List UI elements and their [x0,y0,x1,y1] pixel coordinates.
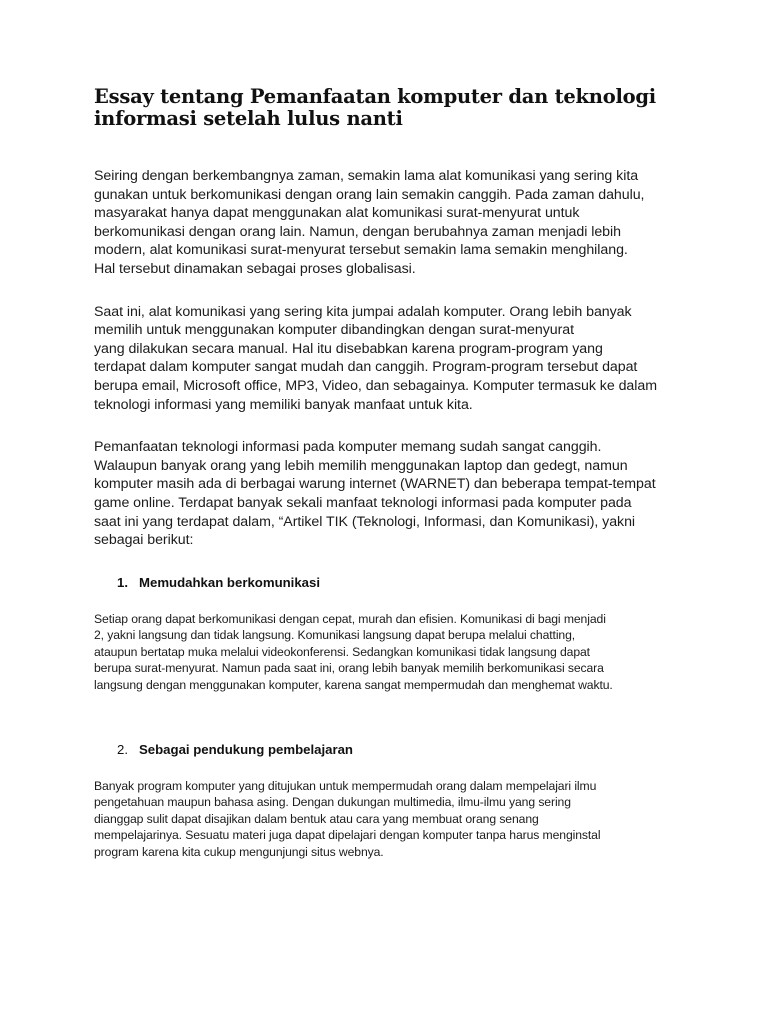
text-line: game online. Terdapat banyak sekali manfaat teknologi informasi pada komputer pada [94,494,632,511]
section-heading-text: Sebagai pendukung pembelajaran [139,741,353,757]
text-line: Hal tersebut dinamakan sebagai proses globalisasi. [94,260,416,277]
text-line: modern, alat komunikasi surat-menyurat tersebut semakin lama semakin menghilang. [94,242,628,259]
section-heading-text: Memudahkan berkomunikasi [139,574,321,590]
text-line: dianggap sulit dapat disajikan dalam bentuk atau cara yang membuat orang senang [94,811,539,826]
text-line: Seiring dengan berkembangnya zaman, semakin lama alat komunikasi yang sering kita [94,168,639,184]
section-number: 1. [117,574,128,590]
text-line: langsung dengan menggunakan komputer, karena sangat mempermudah dan menghemat waktu. [94,678,613,693]
text-line: Banyak program komputer yang ditujukan untuk mempermudah orang dalam mempelajari ilmu [94,778,597,793]
text-line: mempelajarinya. Sesuatu materi juga dapat dipelajari dengan komputer tanpa harus menginstal [94,828,601,843]
title-line: Essay tentang Pemanfaatan komputer dan teknologi [94,85,656,108]
text-line: yang dilakukan secara manual. Hal itu disebabkan karena program-program yang [94,340,603,357]
text-line: saat ini yang terdapat dalam, “Artikel TIK (Teknologi, Informasi, dan Komunikasi), yakni [94,513,636,530]
section-body-komunikasi [94,611,674,694]
paragraph-pemanfaatan [94,438,674,550]
text-line: pengetahuan maupun bahasa asing. Dengan dukungan multimedia, ilmu-ilmu yang sering [94,795,571,810]
paragraph-intro [94,167,674,279]
text-line: berupa surat-menyurat. Namun pada saat ini, orang lebih banyak memilih berkomunikasi secara [94,661,604,676]
section-heading-komunikasi [94,574,674,592]
section-body-pembelajaran [94,778,674,861]
text-line: Saat ini, alat komunikasi yang sering kita jumpai adalah komputer. Orang lebih banyak [94,303,632,320]
text-line: terdapat dalam komputer sangat mudah dan canggih. Program-program tersebut dapat [94,359,638,376]
text-line: gunakan untuk berkomunikasi dengan orang lain semakin canggih. Pada zaman dahulu, [94,186,645,203]
paragraph-komputer [94,303,674,415]
text-line: program karena kita cukup mengunjungi situs webnya. [94,845,384,860]
document-title [94,86,674,130]
text-line: Walaupun banyak orang yang lebih memilih menggunakan laptop dan gedegt, namun [94,457,628,474]
text-line: berkomunikasi dengan orang lain. Namun, dengan berubahnya zaman menjadi lebih [94,223,621,240]
section-number: 2. [117,741,128,757]
text-line: berupa email, Microsoft office, MP3, Video, dan sebagainya. Komputer termasuk ke dalam [94,377,657,394]
text-line: ataupun bertatap muka melalui videokonferensi. Sedangkan komunikasi tidak langsung dapat [94,644,590,659]
text-line: memilih untuk menggunakan komputer dibandingkan dengan surat-menyurat [94,322,575,339]
text-line: Setiap orang dapat berkomunikasi dengan cepat, murah dan efisien. Komunikasi di bagi menjadi [94,611,606,626]
text-line: masyarakat hanya dapat menggunakan alat komunikasi surat-menyurat untuk [94,205,580,222]
text-line: teknologi informasi yang memiliki banyak manfaat untuk kita. [94,396,473,413]
title-line: informasi setelah lulus nanti [94,107,403,130]
section-heading-pembelajaran [94,741,674,759]
text-line: sebagai berikut: [94,532,194,549]
text-line: 2, yakni langsung dan tidak langsung. Komunikasi langsung dapat berupa melalui chatting, [94,628,576,643]
text-line: Pemanfaatan teknologi informasi pada komputer memang sudah sangat canggih. [94,439,602,456]
text-line: komputer masih ada di berbagai warung internet (WARNET) dan beberapa tempat-tempat [94,476,656,493]
